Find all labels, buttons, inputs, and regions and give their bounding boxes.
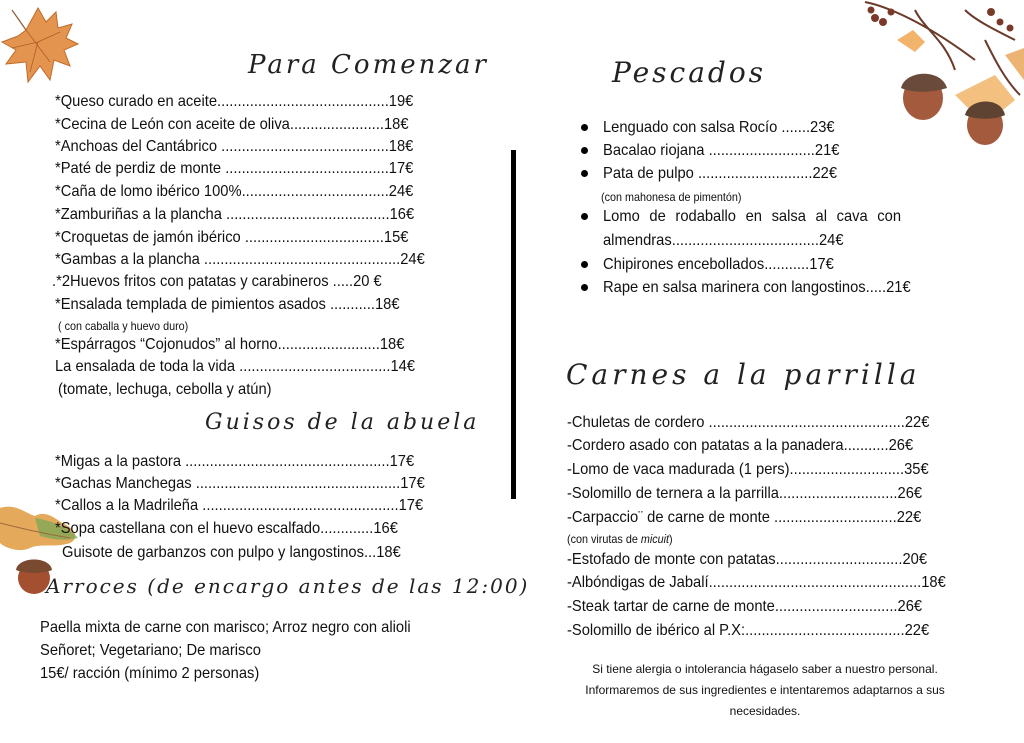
menu-item: -Albóndigas de Jabalí....................................................18€ [567, 574, 946, 591]
menu-item: *Gambas a la plancha ................................................24€ [55, 251, 425, 268]
menu-item: *Anchoas del Cantábrico .........................................18€ [55, 138, 414, 155]
allergy-notice-line: necesidades. [729, 704, 801, 718]
menu-item: *Caña de lomo ibérico 100%....................................24€ [55, 183, 414, 200]
item-price: 24€ [400, 251, 425, 268]
item-price: 26€ [897, 485, 923, 502]
item-price: 24€ [818, 232, 844, 249]
item-price: 16€ [389, 206, 415, 223]
menu-item: La ensalada de toda la vida .....................................14€ [55, 358, 416, 375]
item-price: 18€ [376, 544, 401, 561]
item-price: 21€ [814, 142, 840, 159]
menu-item: -Cordero asado con patatas a la panadera...........26€ [567, 437, 914, 454]
item-price: 17€ [400, 475, 425, 492]
item-price: 17€ [388, 160, 414, 177]
section-title-arroces: Arroces (de encargo antes de las 12:00) [46, 574, 530, 598]
bullet-icon [581, 261, 588, 268]
menu-item: *Ensalada templada de pimientos asados ...........18€ [55, 296, 400, 313]
item-price: 20€ [902, 551, 928, 568]
menu-item: *Zamburiñas a la plancha ........................................16€ [55, 206, 415, 223]
maple-leaf-icon [0, 2, 82, 88]
item-price: 18€ [379, 336, 405, 353]
section-title-carnes: Carnes a la parrilla [566, 358, 921, 391]
item-price: 24€ [388, 183, 414, 200]
section-title-pescados: Pescados [612, 56, 767, 89]
item-note: (tomate, lechuga, cebolla y atún) [58, 381, 272, 398]
item-price: 17€ [389, 453, 415, 470]
item-price: 18€ [383, 116, 409, 133]
item-price: 20 € [353, 273, 382, 290]
item-price: 19€ [388, 93, 414, 110]
item-price: 21€ [886, 279, 911, 296]
item-price: 23€ [810, 119, 835, 136]
menu-item: *Migas a la pastora ..................................................17€ [55, 453, 415, 470]
item-price: 18€ [921, 574, 946, 591]
menu-item: -Carpaccio¨ de carne de monte ..............................22€ [567, 509, 922, 526]
allergy-notice-line: Informaremos de sus ingredientes e intentaremos adaptarnos a sus [585, 683, 945, 697]
menu-item: .*2Huevos fritos con patatas y carabineros .....20 € [52, 273, 382, 290]
item-price: 18€ [374, 296, 400, 313]
menu-item: *Sopa castellana con el huevo escalfado.............16€ [55, 520, 398, 537]
menu-item: -Chuletas de cordero ................................................22€ [567, 414, 930, 431]
menu-item: Pata de pulpo ............................22€ [603, 165, 838, 182]
item-price: 22€ [812, 165, 838, 182]
item-price: 22€ [904, 622, 930, 639]
item-price: 26€ [897, 598, 923, 615]
menu-item: -Solomillo de ternera a la parrilla.............................26€ [567, 485, 923, 502]
arroces-line: 15€/ racción (mínimo 2 personas) [40, 665, 260, 682]
menu-item: Lomo de rodaballo en salsa al cava con [603, 208, 902, 225]
item-price: 16€ [373, 520, 398, 537]
item-price: 22€ [904, 414, 930, 431]
item-price: 17€ [809, 256, 834, 273]
menu-item: -Lomo de vaca madurada (1 pers)............................35€ [567, 461, 929, 478]
arroces-line: Señoret; Vegetariano; De marisco [40, 642, 261, 659]
item-price: 18€ [388, 138, 414, 155]
item-price: 17€ [398, 497, 424, 514]
menu-item: -Steak tartar de carne de monte..............................26€ [567, 598, 923, 615]
section-title-para-comenzar: Para Comenzar [248, 50, 489, 80]
item-price: 15€ [383, 229, 409, 246]
arroces-line: Paella mixta de carne con marisco; Arroz negro con alioli [40, 619, 411, 636]
menu-item: *Cecina de León con aceite de oliva.......................18€ [55, 116, 409, 133]
section-title-guisos: Guisos de la abuela [205, 410, 480, 435]
bullet-icon [581, 284, 588, 291]
menu-item: Rape en salsa marinera con langostinos.....21€ [603, 279, 911, 296]
bullet-icon [581, 170, 588, 177]
menu-item: *Callos a la Madrileña ................................................17€ [55, 497, 424, 514]
bullet-icon [581, 213, 588, 220]
item-price: 26€ [888, 437, 914, 454]
item-note: ( con caballa y huevo duro) [58, 319, 189, 333]
bullet-icon [581, 124, 588, 131]
acorn-branch-icon [855, 0, 1024, 150]
menu-item: *Croquetas de jamón ibérico ..................................15€ [55, 229, 409, 246]
menu-item: Chipirones encebollados...........17€ [603, 256, 834, 273]
allergy-notice-line: Si tiene alergia o intolerancia hágaselo saber a nuestro personal. [592, 662, 938, 676]
item-price: 22€ [896, 509, 922, 526]
menu-item: *Paté de perdiz de monte ........................................17€ [55, 160, 414, 177]
menu-item-continuation: almendras....................................24€ [603, 232, 844, 249]
menu-item: *Gachas Manchegas ..................................................17€ [55, 475, 425, 492]
menu-item: *Espárragos “Cojonudos” al horno.........................18€ [55, 336, 405, 353]
item-price: 35€ [904, 461, 929, 478]
item-note: (con mahonesa de pimentón) [601, 190, 742, 204]
menu-item: *Queso curado en aceite..........................................19€ [55, 93, 414, 110]
menu-item: Lenguado con salsa Rocío .......23€ [603, 119, 835, 136]
menu-item: Guisote de garbanzos con pulpo y langostinos...18€ [62, 544, 401, 561]
menu-item: Bacalao riojana ..........................21€ [603, 142, 840, 159]
center-divider [511, 150, 516, 499]
item-price: 14€ [390, 358, 416, 375]
menu-item: -Solomillo de ibérico al P.X:.......................................22€ [567, 622, 930, 639]
item-note: (con virutas de micuit) [567, 532, 673, 546]
allergy-notice [570, 659, 960, 722]
bullet-icon [581, 147, 588, 154]
menu-item: -Estofado de monte con patatas...............................20€ [567, 551, 928, 568]
